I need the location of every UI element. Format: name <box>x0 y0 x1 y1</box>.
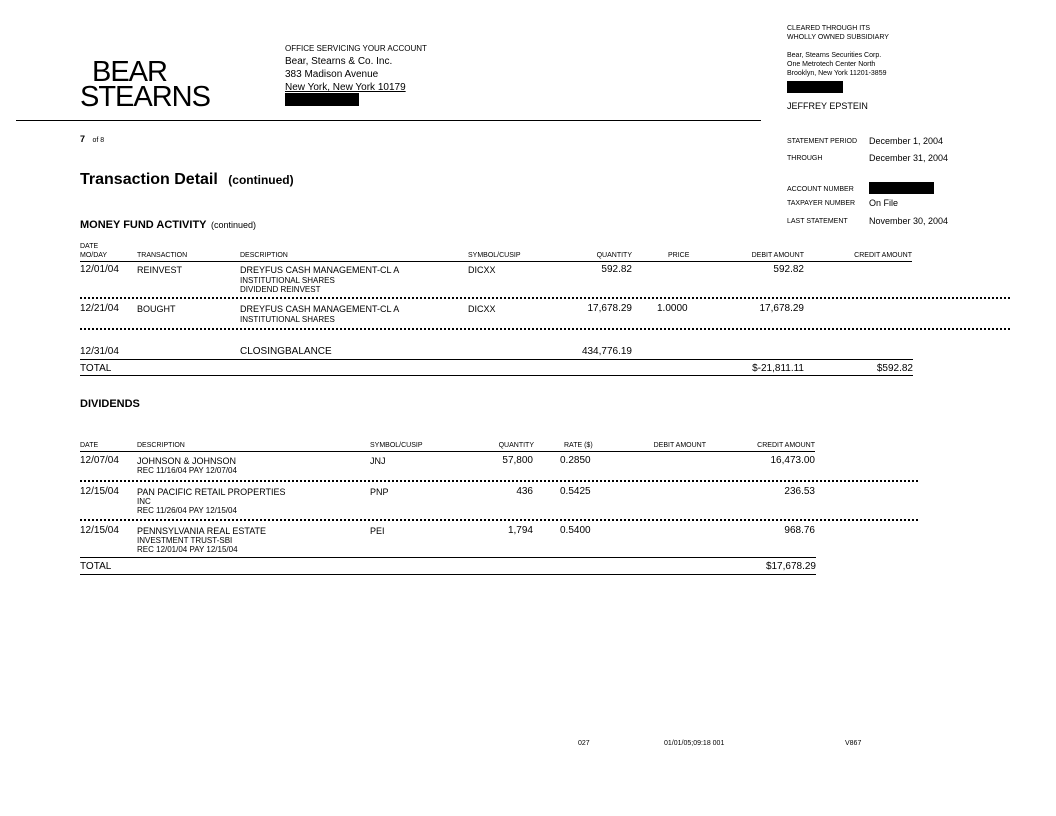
clearing-line-2: WHOLLY OWNED SUBSIDIARY <box>787 34 889 41</box>
dividends-heading: DIVIDENDS <box>80 398 140 410</box>
period-value: December 1, 2004 <box>869 136 944 146</box>
period-label: STATEMENT PERIOD <box>787 138 858 145</box>
clearing-address-1: One Metrotech Center North <box>787 61 876 68</box>
header-rule <box>16 120 761 121</box>
mf-header-quantity: QUANTITY <box>596 252 632 259</box>
div-row-2-quantity: 436 <box>516 486 533 497</box>
div-row-2-symbol: PNP <box>370 487 389 497</box>
div-row-3-desc-3: REC 12/01/04 PAY 12/15/04 <box>137 545 238 554</box>
div-total-rule <box>80 574 816 575</box>
clearing-name: Bear, Stearns Securities Corp. <box>787 52 882 59</box>
page-number: 7 <box>80 134 86 144</box>
div-row-1-quantity: 57,800 <box>502 455 533 466</box>
mf-header-description: DESCRIPTION <box>240 252 288 259</box>
last-statement-label: LAST STATEMENT <box>787 218 848 225</box>
div-row-3-quantity: 1,794 <box>507 525 533 536</box>
footer-code-1: 027 <box>578 740 590 747</box>
div-row-2-desc-1: PAN PACIFIC RETAIL PROPERTIES <box>137 487 286 497</box>
mf-header-price: PRICE <box>668 252 690 259</box>
div-row-1-date: 12/07/04 <box>80 455 119 466</box>
mf-header-transaction: TRANSACTION <box>137 252 188 259</box>
money-fund-heading <box>80 215 256 233</box>
account-label: ACCOUNT NUMBER <box>787 186 854 193</box>
div-header-description: DESCRIPTION <box>137 442 185 449</box>
div-row-2-desc-2: INC <box>137 497 151 506</box>
div-row-2-separator <box>80 519 918 521</box>
div-header-symbol: SYMBOL/CUSIP <box>370 442 423 449</box>
clearing-address-2: Brooklyn, New York 11201-3859 <box>787 70 887 77</box>
div-header-quantity: QUANTITY <box>498 442 534 449</box>
mf-row-1-desc-2: INSTITUTIONAL SHARES <box>240 276 335 285</box>
div-row-1-rate: 0.2850 <box>560 455 591 466</box>
div-row-2-desc-3: REC 11/26/04 PAY 12/15/04 <box>137 506 237 515</box>
div-row-3-rate: 0.5400 <box>560 525 591 536</box>
div-rows-end-rule <box>80 557 816 558</box>
page-title <box>80 171 294 189</box>
mf-total-debit: $-21,811.11 <box>752 363 804 374</box>
redaction-clearing <box>787 81 843 93</box>
div-row-2-rate: 0.5425 <box>560 486 591 497</box>
last-statement-value: November 30, 2004 <box>869 216 949 226</box>
div-header-rate: RATE ($) <box>564 442 593 449</box>
page-indicator <box>80 129 104 147</box>
redaction-office <box>285 93 359 106</box>
office-address-1: 383 Madison Avenue <box>285 69 379 80</box>
div-total-label: TOTAL <box>80 561 112 572</box>
mf-row-2-date: 12/21/04 <box>80 303 119 314</box>
title-main: Transaction Detail <box>80 171 218 188</box>
div-row-1-desc-2: REC 11/16/04 PAY 12/07/04 <box>137 466 237 475</box>
div-row-1-credit: 16,473.00 <box>770 455 815 466</box>
div-header-rule <box>80 451 815 452</box>
mf-header-date-top: DATE <box>80 243 99 250</box>
title-sub: (continued) <box>228 173 294 187</box>
office-heading: OFFICE SERVICING YOUR ACCOUNT <box>285 44 427 53</box>
div-row-3-desc-1: PENNSYLVANIA REAL ESTATE <box>137 526 267 536</box>
client-name: JEFFREY EPSTEIN <box>787 101 868 111</box>
mf-row-2-desc-1: DREYFUS CASH MANAGEMENT-CL A <box>240 304 400 314</box>
taxpayer-value: On File <box>869 198 899 208</box>
office-name: Bear, Stearns & Co. Inc. <box>285 56 393 67</box>
mf-header-date: MO/DAY <box>80 252 108 259</box>
footer-timestamp: 01/01/05;09:18 001 <box>664 740 725 747</box>
mf-total-credit: $592.82 <box>876 363 913 374</box>
closing-quantity: 434,776.19 <box>581 346 632 357</box>
page-of: of 8 <box>92 137 105 144</box>
mf-header-debit: DEBIT AMOUNT <box>751 252 804 259</box>
div-row-3-desc-2: INVESTMENT TRUST-SBI <box>137 536 233 545</box>
closing-rule <box>80 359 913 360</box>
clearing-line-1: CLEARED THROUGH ITS <box>787 25 871 32</box>
mf-row-2-quantity: 17,678.29 <box>587 303 632 314</box>
bear-stearns-logo <box>80 56 210 113</box>
mf-row-2-desc-2: INSTITUTIONAL SHARES <box>240 315 335 324</box>
mf-row-1-quantity: 592.82 <box>601 264 632 275</box>
mf-row-2-separator <box>80 328 1010 330</box>
money-fund-title: MONEY FUND ACTIVITY <box>80 219 207 231</box>
div-header-debit: DEBIT AMOUNT <box>653 442 706 449</box>
mf-header-credit: CREDIT AMOUNT <box>854 252 912 259</box>
mf-row-1-debit: 592.82 <box>773 264 804 275</box>
money-fund-title-sub: (continued) <box>210 220 256 230</box>
div-header-date: DATE <box>80 442 99 449</box>
div-row-3-credit: 968.76 <box>784 525 815 536</box>
mf-total-label: TOTAL <box>80 363 112 374</box>
div-row-1-symbol: JNJ <box>370 456 386 466</box>
mf-total-rule <box>80 375 913 376</box>
div-row-1-separator <box>80 480 918 482</box>
taxpayer-label: TAXPAYER NUMBER <box>787 200 856 207</box>
mf-row-2-symbol: DICXX <box>468 304 496 314</box>
logo-line-2: STEARNS <box>80 81 210 113</box>
redaction-account <box>869 182 934 194</box>
div-row-2-credit: 236.53 <box>784 486 815 497</box>
div-header-credit: CREDIT AMOUNT <box>757 442 815 449</box>
closing-label: CLOSINGBALANCE <box>240 346 332 357</box>
mf-row-1-desc-3: DIVIDEND REINVEST <box>240 285 321 294</box>
office-address-2: New York, New York 10179 <box>285 82 406 93</box>
div-row-3-symbol: PEI <box>370 526 385 536</box>
closing-date: 12/31/04 <box>80 346 119 357</box>
mf-row-2-debit: 17,678.29 <box>759 303 804 314</box>
mf-row-2-price: 1.0000 <box>657 303 688 314</box>
mf-row-1-desc-1: DREYFUS CASH MANAGEMENT-CL A <box>240 265 400 275</box>
div-row-1-desc-1: JOHNSON & JOHNSON <box>137 456 237 466</box>
mf-row-1-separator <box>80 297 1010 299</box>
mf-header-rule <box>80 261 912 262</box>
mf-row-1-transaction: REINVEST <box>137 265 183 275</box>
mf-row-2-transaction: BOUGHT <box>137 304 176 314</box>
mf-header-symbol: SYMBOL/CUSIP <box>468 252 521 259</box>
div-total-credit: $17,678.29 <box>765 561 816 572</box>
div-row-3-date: 12/15/04 <box>80 525 119 536</box>
through-value: December 31, 2004 <box>869 153 949 163</box>
footer-code-2: V867 <box>845 740 862 747</box>
mf-row-1-symbol: DICXX <box>468 265 496 275</box>
div-row-2-date: 12/15/04 <box>80 486 119 497</box>
logo-line-1: BEAR <box>92 56 167 88</box>
through-label: THROUGH <box>787 155 823 162</box>
mf-row-1-date: 12/01/04 <box>80 264 119 275</box>
